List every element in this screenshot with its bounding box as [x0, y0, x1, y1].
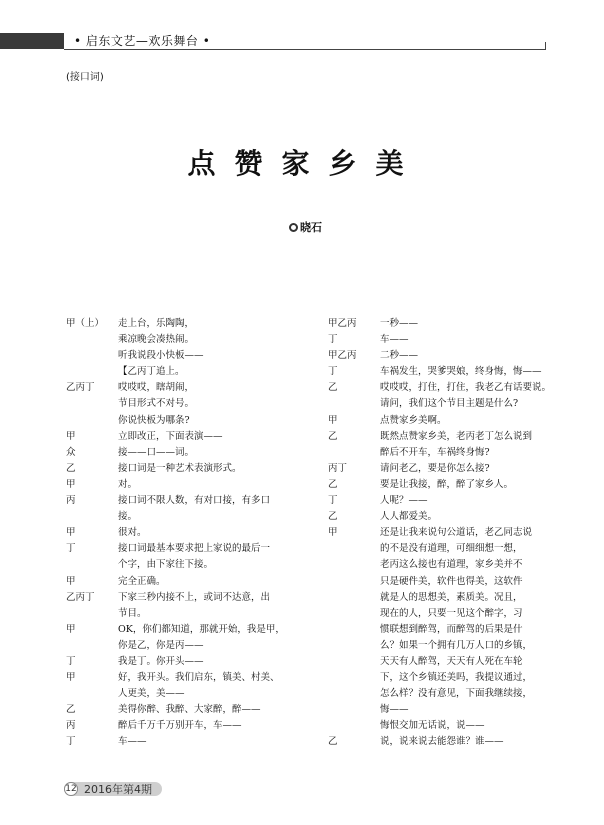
speaker-label: 甲 [66, 672, 76, 684]
speaker-label: 丙 [66, 720, 76, 732]
speaker-label: 甲 [66, 430, 76, 442]
script-line [328, 461, 560, 477]
line-text: 车—— [380, 334, 409, 346]
line-text: 说，说来说去能怨谁？谁—— [380, 736, 504, 748]
line-text: 点赞家乡美啊。 [380, 414, 447, 426]
line-text: 二秒—— [380, 350, 419, 362]
speaker-label: 丙 [66, 495, 76, 507]
line-text: 的不是没有道理，可细细想一想， [380, 543, 523, 555]
line-text: 怎么样？没有意见，下面我继续接， [380, 688, 533, 700]
script-line [66, 380, 292, 396]
author-byline [289, 219, 322, 235]
speaker-label: 丁 [328, 334, 338, 346]
script-line [66, 590, 292, 606]
line-text: 听我说段小快板—— [118, 350, 204, 362]
script-line [66, 541, 292, 557]
script-line [328, 525, 560, 541]
line-text: 只是硬件美，软件也得美，这软件 [380, 575, 523, 587]
line-text: 天天有人醉驾，天天有人死在车轮 [380, 655, 523, 667]
speaker-label [328, 718, 380, 734]
line-text: 节目。 [118, 607, 147, 619]
line-text: 惯联想到醉驾，而醉驾的后果是什 [380, 623, 523, 635]
script-line [328, 541, 560, 557]
line-text: 我是丁。你开头—— [118, 655, 204, 667]
line-text: 要是让我接，醉，醉了家乡人。 [380, 478, 514, 490]
script-line [328, 638, 560, 654]
script-line [66, 670, 292, 686]
speaker-label: 乙 [328, 736, 338, 748]
script-line [328, 670, 560, 686]
speaker-label: 丁 [328, 366, 338, 378]
script-column-right [328, 316, 560, 751]
speaker-label: 甲 [328, 414, 338, 426]
script-line [328, 445, 560, 461]
line-text: 接口词不限人数，有对口接，有多口 [118, 495, 271, 507]
line-text: 下家三秒内接不上，或词不达意，出 [118, 591, 271, 603]
line-text: 接口词是一种艺术表演形式。 [118, 462, 242, 474]
speaker-label [66, 348, 118, 364]
script-line [66, 525, 292, 541]
script-line [66, 574, 292, 590]
bullet-circle-icon [289, 223, 298, 232]
article-title: 点赞家乡美 [187, 147, 423, 180]
speaker-label: 丁 [328, 495, 338, 507]
line-text: 乘凉晚会凑热闹。 [118, 334, 195, 346]
script-line [66, 718, 292, 734]
speaker-label: 甲 [328, 527, 338, 539]
line-text: 走上台，乐陶陶， [118, 318, 195, 329]
script-line [328, 654, 560, 670]
speaker-label: 乙 [66, 462, 76, 474]
line-text: 现在的人，只要一见这个醉字，习 [380, 607, 523, 619]
running-header: • 启东文艺—欢乐舞台 • [74, 34, 211, 48]
issue-label: 2016年第4期 [84, 783, 152, 796]
script-line [66, 493, 292, 509]
speaker-label [66, 332, 118, 348]
author-name: 晓石 [300, 221, 322, 234]
script-line [66, 364, 292, 380]
speaker-label [328, 670, 380, 686]
script-line [66, 429, 292, 445]
speaker-label: 乙丙丁 [66, 382, 95, 394]
speaker-label: 甲（上） [66, 318, 105, 329]
speaker-label [66, 606, 118, 622]
speaker-label [66, 557, 118, 573]
line-text: 美得你醉、我醉、大家醉，醉—— [118, 704, 261, 716]
line-text: 还是让我来说句公道话，老乙同志说 [380, 527, 533, 539]
line-text: 【乙丙丁追上。 [118, 366, 185, 378]
script-line [66, 477, 292, 493]
speaker-label: 甲 [66, 478, 76, 490]
script-line [328, 316, 560, 332]
speaker-label: 乙 [328, 478, 338, 490]
script-line [66, 316, 292, 332]
line-text: 好，我开头。我们启东，镇美、村美、 [118, 672, 280, 684]
speaker-label: 乙 [66, 704, 76, 716]
line-text: 很对。 [118, 527, 147, 539]
script-line [66, 332, 292, 348]
script-line [328, 477, 560, 493]
speaker-label [328, 557, 380, 573]
script-line [328, 734, 560, 750]
speaker-label [328, 574, 380, 590]
speaker-label [66, 396, 118, 412]
line-text: 就是人的思想美，素质美。况且， [380, 591, 523, 603]
line-text: 么？如果一个拥有几万人口的乡镇， [380, 639, 533, 651]
script-line [328, 509, 560, 525]
line-text: 接。 [118, 511, 138, 523]
speaker-label [328, 622, 380, 638]
script-line [66, 348, 292, 364]
line-text: 一秒—— [380, 318, 419, 329]
script-line [66, 445, 292, 461]
speaker-label [328, 686, 380, 702]
script-line [66, 686, 292, 702]
script-line [328, 380, 560, 396]
speaker-label: 丁 [66, 655, 76, 667]
script-line [66, 413, 292, 429]
speaker-label [328, 638, 380, 654]
speaker-label [328, 445, 380, 461]
speaker-label [66, 364, 118, 380]
script-line [328, 429, 560, 445]
speaker-label [328, 606, 380, 622]
line-text: 节目形式不对号。 [118, 398, 195, 410]
line-text: 个字，由下家往下接。 [118, 559, 214, 571]
script-line [328, 590, 560, 606]
line-text: 立即改正，下面表演—— [118, 430, 223, 442]
speaker-label: 乙 [328, 382, 338, 394]
script-line [66, 734, 292, 750]
speaker-label: 甲 [66, 575, 76, 587]
line-text: 哎哎哎，打住，打住，我老乙有话要说。 [380, 382, 552, 394]
script-line [66, 654, 292, 670]
speaker-label [66, 413, 118, 429]
speaker-label: 乙丙丁 [66, 591, 95, 603]
line-text: 请问，我们这个节目主题是什么? [380, 398, 519, 410]
speaker-label: 甲 [66, 623, 76, 635]
speaker-label: 丙丁 [328, 462, 348, 474]
line-text: OK，你们都知道，那就开始，我是甲， [118, 623, 285, 635]
script-line [328, 413, 560, 429]
script-line [328, 332, 560, 348]
line-text: 醉后不开车，车祸终身悔? [380, 446, 490, 458]
line-text: 你说快板为哪条? [118, 414, 190, 426]
script-line [328, 493, 560, 509]
script-line [66, 622, 292, 638]
speaker-label [328, 654, 380, 670]
speaker-label: 甲乙丙 [328, 350, 357, 362]
line-text: 醉后千万千万别开车，车—— [118, 720, 242, 732]
line-text: 你是乙，你是丙—— [118, 639, 204, 651]
script-line [328, 606, 560, 622]
line-text: 车—— [118, 736, 147, 748]
script-line [328, 348, 560, 364]
script-line [328, 686, 560, 702]
speaker-label: 乙 [328, 511, 338, 523]
speaker-label [328, 702, 380, 718]
line-text: 下，这个乡镇还美吗，我提议通过， [380, 672, 533, 684]
speaker-label [66, 638, 118, 654]
script-line [328, 718, 560, 734]
line-text: 请问老乙，要是你怎么接? [380, 462, 490, 474]
line-text: 接口词最基本要求把上家说的最后一 [118, 543, 271, 555]
line-text: 人呢？—— [380, 495, 428, 507]
script-line [66, 606, 292, 622]
speaker-label [66, 686, 118, 702]
script-line [328, 396, 560, 412]
speaker-label: 乙 [328, 430, 338, 442]
speaker-label [66, 509, 118, 525]
line-text: 人更美，美—— [118, 688, 185, 700]
line-text: 接——口——词。 [118, 446, 195, 458]
speaker-label: 丁 [66, 543, 76, 555]
line-text: 车祸发生，哭爹哭娘，终身悔，悔—— [380, 366, 542, 378]
script-line [66, 557, 292, 573]
script-line [66, 461, 292, 477]
genre-label: (接口词) [66, 72, 104, 83]
script-line [328, 702, 560, 718]
speaker-label [328, 396, 380, 412]
line-text: 悔恨交加无话说，说—— [380, 720, 485, 732]
line-text: 对。 [118, 478, 138, 490]
script-line [328, 574, 560, 590]
script-line [66, 702, 292, 718]
speaker-label [328, 590, 380, 606]
line-text: 老丙这么接也有道理，家乡美并不 [380, 559, 523, 571]
header-rule-tick [545, 42, 546, 50]
line-text: 悔—— [380, 704, 409, 716]
speaker-label: 甲 [66, 527, 76, 539]
page-footer [64, 782, 162, 796]
speaker-label: 丁 [66, 736, 76, 748]
script-line [66, 396, 292, 412]
script-line [328, 622, 560, 638]
header-bar [0, 33, 64, 49]
script-line [66, 638, 292, 654]
line-text: 人人都爱美。 [380, 511, 438, 523]
script-line [66, 509, 292, 525]
script-column-left [66, 316, 292, 751]
page-number: 12 [65, 784, 77, 794]
header-rule [64, 49, 546, 50]
speaker-label [328, 541, 380, 557]
line-text: 既然点赞家乡美，老丙老丁怎么说到 [380, 430, 533, 442]
line-text: 哎哎哎，瞎胡闹， [118, 382, 195, 394]
speaker-label: 甲乙丙 [328, 318, 357, 329]
script-line [328, 364, 560, 380]
script-line [328, 557, 560, 573]
line-text: 完全正确。 [118, 575, 166, 587]
speaker-label: 众 [66, 446, 76, 458]
